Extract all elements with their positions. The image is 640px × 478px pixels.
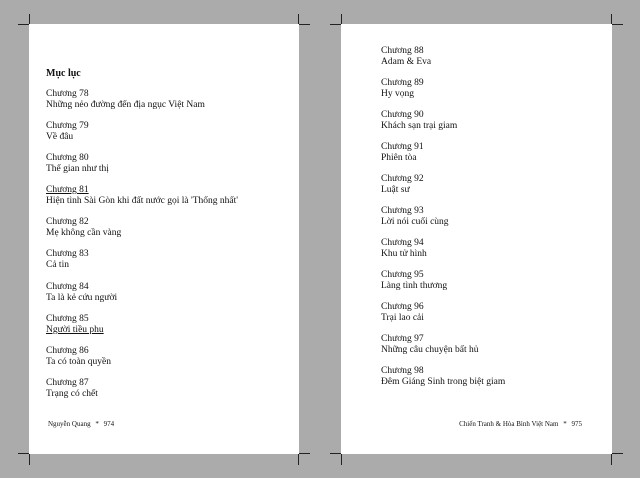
toc-chapter-name: Làng tình thương xyxy=(381,281,448,291)
toc-chapter-label: Chương 78 xyxy=(46,89,89,99)
toc-chapter-label: Chương 93 xyxy=(381,206,424,216)
footer-separator: * xyxy=(95,420,99,428)
toc-entry[interactable] xyxy=(46,249,89,271)
toc-chapter-name: Phiên tòa xyxy=(381,153,417,163)
toc-chapter-label: Chương 94 xyxy=(381,238,424,248)
toc-entry[interactable] xyxy=(46,89,205,111)
toc-chapter-name: Đêm Giáng Sinh trong biệt giam xyxy=(381,377,506,387)
crop-mark-center-left-top-h xyxy=(298,24,310,25)
toc-chapter-name: Những nẻo đường đến địa ngục Việt Nam xyxy=(46,100,205,110)
toc-chapter-name: Thế gian như thị xyxy=(46,164,109,174)
toc-entry[interactable] xyxy=(381,46,431,68)
page-footer xyxy=(48,420,117,429)
toc-chapter-label: Chương 90 xyxy=(381,110,424,120)
toc-entry[interactable] xyxy=(381,302,424,324)
toc-chapter-label: Chương 86 xyxy=(46,346,89,356)
toc-entry[interactable] xyxy=(381,206,449,228)
toc-chapter-label: Chương 85 xyxy=(46,314,89,324)
toc-entry[interactable] xyxy=(46,346,111,368)
toc-entry[interactable] xyxy=(381,334,478,356)
right-page xyxy=(341,24,612,454)
crop-mark-right-top-h xyxy=(611,24,623,25)
toc-chapter-label: Chương 88 xyxy=(381,46,424,56)
page-number: 975 xyxy=(571,420,582,428)
toc-entry[interactable] xyxy=(46,282,117,304)
footer-separator: * xyxy=(563,420,567,428)
toc-entry[interactable] xyxy=(46,121,89,143)
toc-chapter-label: Chương 83 xyxy=(46,249,89,259)
toc-chapter-name: Hy vọng xyxy=(381,89,414,99)
toc-chapter-name: Lời nói cuối cùng xyxy=(381,217,449,227)
toc-chapter-name: Trạng có chết xyxy=(46,389,98,399)
toc-entry[interactable] xyxy=(381,110,457,132)
toc-entry[interactable] xyxy=(46,217,121,239)
toc-chapter-label: Chương 79 xyxy=(46,121,89,131)
toc-entry[interactable] xyxy=(381,366,505,388)
toc-entry[interactable] xyxy=(46,153,109,175)
toc-chapter-name: Khách sạn trại giam xyxy=(381,121,458,131)
toc-entry[interactable] xyxy=(46,378,98,400)
toc-entry[interactable] xyxy=(46,185,238,207)
toc-chapter-name: Hiện tình Sài Gòn khi đất nước gọi là 'Thống nhất' xyxy=(46,196,238,206)
crop-mark-center-right-bottom-v xyxy=(341,453,342,465)
crop-mark-center-left-bottom-h xyxy=(298,453,310,454)
left-page xyxy=(29,24,299,454)
crop-mark-center-left-bottom-v xyxy=(298,453,299,465)
page-footer xyxy=(459,420,585,429)
toc-chapter-label: Chương 91 xyxy=(381,142,424,152)
crop-mark-left-bottom-v xyxy=(29,453,30,465)
toc-chapter-label: Chương 87 xyxy=(46,378,89,388)
toc-entry[interactable] xyxy=(381,238,427,260)
toc-entry[interactable] xyxy=(381,174,424,196)
footer-author: Nguyễn Quang xyxy=(48,420,91,428)
toc-chapter-label: Chương 80 xyxy=(46,153,89,163)
toc-chapter-label: Chương 81 xyxy=(46,185,89,195)
toc-chapter-label: Chương 95 xyxy=(381,270,424,280)
toc-chapter-name: Ta có toàn quyền xyxy=(46,357,112,367)
crop-mark-right-bottom-h xyxy=(611,453,623,454)
toc-entry[interactable] xyxy=(381,270,447,292)
toc-chapter-name: Adam & Eva xyxy=(381,57,432,67)
toc-chapter-name: Về đâu xyxy=(46,132,74,142)
toc-chapter-label: Chương 98 xyxy=(381,366,424,376)
toc-chapter-name: Mẹ không cần vàng xyxy=(46,228,122,238)
toc-chapter-name: Những câu chuyện bất hủ xyxy=(381,345,479,355)
toc-chapter-label: Chương 97 xyxy=(381,334,424,344)
toc-entry[interactable] xyxy=(46,314,104,336)
toc-chapter-label: Chương 82 xyxy=(46,217,89,227)
toc-chapter-label: Chương 89 xyxy=(381,78,424,88)
toc-chapter-name: Người tiều phu xyxy=(46,325,104,335)
toc-chapter-label: Chương 96 xyxy=(381,302,424,312)
toc-chapter-name: Luật sư xyxy=(381,185,410,195)
toc-title: Mục lục xyxy=(46,68,81,79)
page-number: 974 xyxy=(103,420,115,428)
toc-chapter-label: Chương 92 xyxy=(381,174,424,184)
toc-chapter-name: Trại lao cải xyxy=(381,313,424,323)
toc-entry[interactable] xyxy=(381,78,424,100)
toc-entry[interactable] xyxy=(381,142,424,164)
toc-chapter-name: Ta là kẻ cứu người xyxy=(46,293,118,303)
toc-chapter-name: Cả tin xyxy=(46,260,69,270)
crop-mark-right-bottom-v xyxy=(611,453,612,465)
toc-chapter-name: Khu tử hình xyxy=(381,249,427,259)
footer-book-title: Chiến Tranh & Hòa Bình Việt Nam xyxy=(459,420,559,428)
toc-chapter-label: Chương 84 xyxy=(46,282,89,292)
